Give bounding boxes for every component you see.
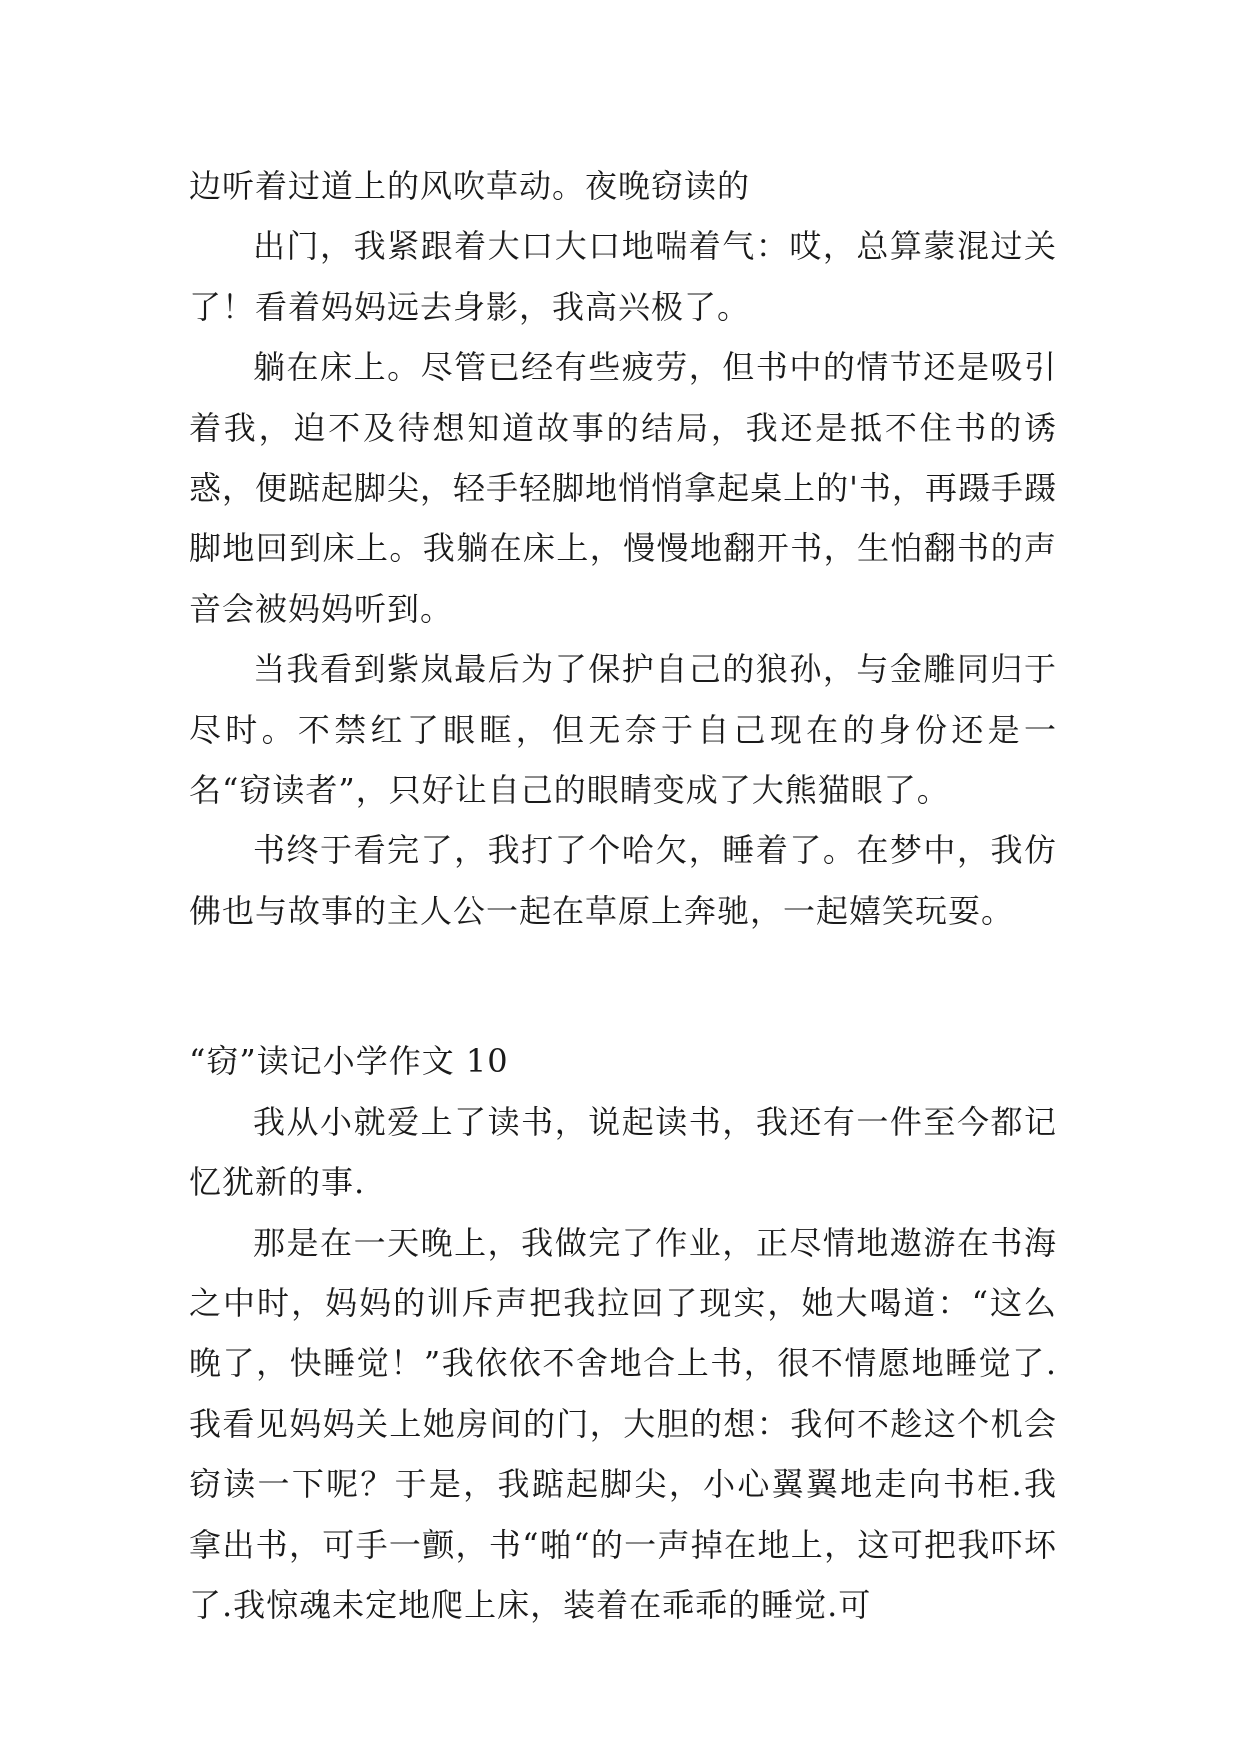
paragraph-3: 躺在床上。尽管已经有些疲劳，但书中的情节还是吸引着我，迫不及待想知道故事的结局，我还是抵不住书的诱惑，便踮起脚尖，轻手轻脚地悄悄拿起桌上的'书，再蹑手蹑脚地回到床上。我躺在床上，慢慢地翻开书，生怕翻书的声音会被妈妈听到。 [189,348,1057,628]
paragraph-5: 书终于看完了，我打了个哈欠，睡着了。在梦中，我仿佛也与故事的主人公一起在草原上奔驰，一起嬉笑玩耍。 [189,831,1057,930]
paragraph-6: 我从小就爱上了读书，说起读书，我还有一件至今都记忆犹新的事. [189,1102,1057,1202]
document-body [189,156,1057,1635]
section-gap [189,941,1057,1031]
paragraph-1: 边听着过道上的风吹草动。夜晚窃读的 [189,167,751,205]
paragraph-7: 那是在一天晚上，我做完了作业，正尽情地遨游在书海之中时，妈妈的训斥声把我拉回了现实，她大喝道：“这么晚了，快睡觉！”我依依不舍地合上书，很不情愿地睡觉了.我看见妈妈关上她房间的门，大胆的想：我何不趁这个机会窃读一下呢？于是，我踮起脚尖，小心翼翼地走向书柜.我拿出书，可手一颤，书“啪“的一声掉在地上，这可把我吓坏了.我惊魂未定地爬上床，装着在乖乖的睡觉.可 [189,1223,1057,1624]
paragraph-4: 当我看到紫岚最后为了保护自己的狼孙，与金雕同归于尽时。不禁红了眼眶，但无奈于自己现在的身份还是一名“窃读者”，只好让自己的眼睛变成了大熊猫眼了。 [189,650,1057,810]
section-title: “窃”读记小学作文 10 [189,1042,509,1081]
paragraph-2: 出门，我紧跟着大口大口地喘着气：哎，总算蒙混过关了！看着妈妈远去身影，我高兴极了。 [189,227,1057,326]
